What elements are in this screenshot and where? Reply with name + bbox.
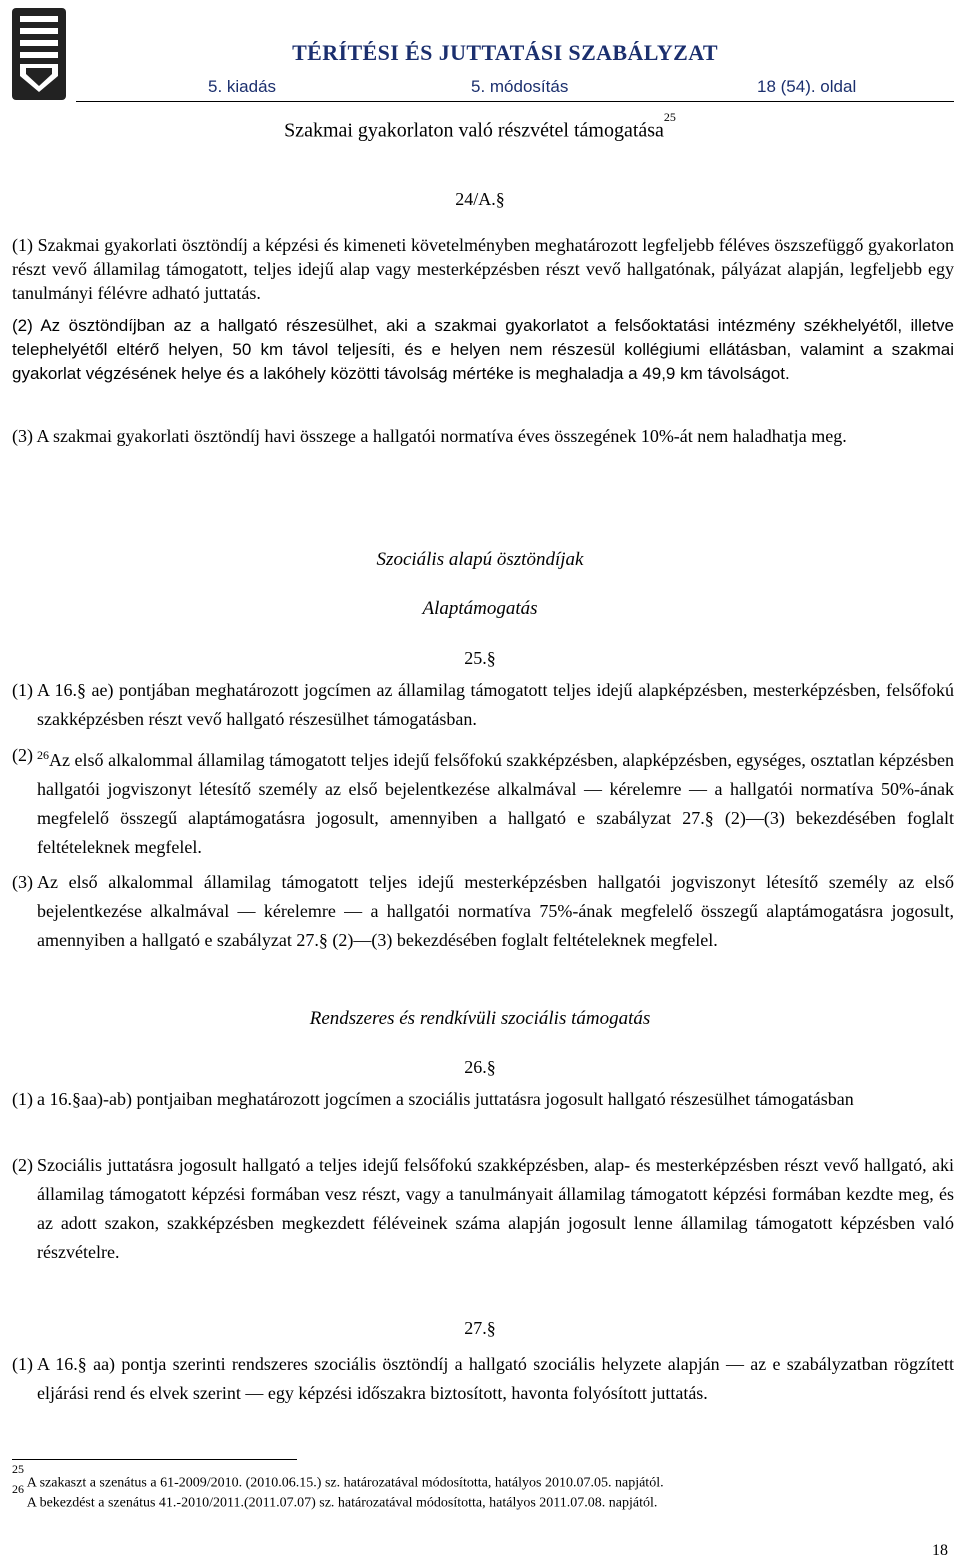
- item-text: Az első alkalommal államilag támogatott teljes idejű felsőfokú szakképzésben, alapképzésben, egységes, osztatlan képzésben hallgatói jogviszonyt létesítő személy az első bejelentkezése alkalmával — kérelemre — a hallgatói normatíva 50%-ának megfelelő összegű alaptámogatásra jogosult, amennyiben a hallgató e szabályzat 27.§ (2)—(3) bekezdésében foglalt feltételeknek megfelel.: [37, 750, 954, 857]
- document-title: TÉRÍTÉSI ÉS JUTTATÁSI SZABÁLYZAT: [292, 40, 718, 65]
- page-number: 18: [932, 1542, 948, 1559]
- list-item: [12, 1350, 954, 1408]
- footnote: $^{25}$ A szakaszt a szenátus a 61-2009/2010. (2010.06.15.) sz. határozatával módosította, hatályos 2010.07.05. napjától.: [12, 1462, 664, 1491]
- list-item: [12, 1085, 954, 1114]
- footnote-ref: 25: [663, 110, 676, 124]
- item-text: A 16.§ ae) pontjában meghatározott jogcímen az államilag támogatott teljes idejű alapképzésben, mesterképzésben, felsőfokú szakképzésben részt vevő hallgató részesülhet támogatásban.: [37, 680, 954, 729]
- item-label: (1): [12, 1089, 33, 1109]
- footnote: $^{26}$ A bekezdést a szenátus 41.-2010/2011.(2011.07.07) sz. határozatával módosította, hatályos 2011.07.08. napjától.: [12, 1482, 658, 1511]
- section-heading: Szociális alapú ösztöndíjak: [376, 549, 584, 570]
- paragraph-text: (2) Az ösztöndíjban az a hallgató részesülhet, aki a szakmai gyakorlatot a felsőoktatási intézmény székhelyétől, illetve telephelyétől eltérő helyen, 50 km távol teljesíti, és e helyen nem részesül kollégiumi ellátásban, valamint a szakmai gyakorlat végzésének helye és a lakóhely közötti távolság mértéke is meghaladja a 49,9 km távolságot.: [12, 316, 954, 383]
- paragraph-text: (1) Szakmai gyakorlati ösztöndíj a képzési és kimeneti követelményben meghatározott legfeljebb féléves öszszefüggő gyakorlaton részt vevő államilag támogatott, teljes idejű alap vagy mesterképzésben részt vevő hallgatónak, pályázat alapján, legfeljebb egy tanulmányi félévre adható juttatás.: [12, 235, 954, 303]
- paragraph-text: (3) A szakmai gyakorlati ösztöndíj havi összege a hallgatói normatíva éves összegének 10%-át nem haladhatja meg.: [12, 426, 847, 446]
- section-heading: Rendszeres és rendkívüli szociális támogatás: [309, 1008, 651, 1029]
- item-text: Szociális juttatásra jogosult hallgató a teljes idejű felsőfokú szakképzésben, alap- és mesterképzésben részt vevő hallgató, aki államilag támogatott képzési formában vesz részt, vagy a tanulmányait államilag támogatott képzési formában kezdte meg, és az adott szakon, szakképzésben megkezdett féléveinek száma alapján jogosult lenne államilag támogatott képzésben való részvételre.: [37, 1155, 954, 1262]
- footnote-ref: 26: [37, 748, 49, 762]
- subsection-heading: Alaptámogatás: [422, 598, 538, 619]
- edition-label: 5. kiadás: [208, 77, 277, 96]
- item-text: A 16.§ aa) pontja szerinti rendszeres szociális ösztöndíj a hallgató szociális helyzete alapján — az e szabályzatban rögzített eljárási rend és elvek szerint — egy képzési időszakra biztosított, havonta folyósított juttatás.: [37, 1354, 954, 1403]
- paragraph-number: 25.§: [464, 648, 496, 668]
- header-divider: [76, 101, 954, 102]
- item-text: a 16.§aa)-ab) pontjaiban meghatározott jogcímen a szociális juttatásra jogosult hallgató részesülhet támogatásban: [37, 1089, 854, 1109]
- item-label: (1): [12, 1354, 33, 1374]
- item-label: (2): [12, 745, 33, 765]
- item-label: (3): [12, 872, 33, 892]
- list-item: [12, 676, 954, 734]
- item-label: (2): [12, 1155, 33, 1175]
- paragraph-number: 24/A.§: [455, 189, 505, 209]
- modification-label: 5. módosítás: [471, 77, 569, 96]
- item-text: Az első alkalommal államilag támogatott teljes idejű mesterképzésben hallgatói jogviszonyt létesítő személy az első bejelentkezése alkalmával — kérelemre — a hallgatói normatíva 75%-ának megfelelő összegű alaptámogatásra jogosult, amennyiben a hallgató e szabályzat 27.§ (2)—(3) bekezdésében foglalt feltételeknek megfelel.: [37, 872, 954, 950]
- paragraph-number: 26.§: [464, 1057, 496, 1077]
- page-reference: 18 (54). oldal: [757, 77, 857, 96]
- section-heading: Szakmai gyakorlaton való részvétel támogatása$^{25}$: [284, 110, 676, 142]
- list-item: [12, 868, 954, 955]
- list-item: [12, 1151, 954, 1267]
- item-label: (1): [12, 680, 33, 700]
- paragraph-number: 27.§: [464, 1318, 496, 1338]
- list-item: [12, 741, 954, 862]
- footnote-divider: [12, 1459, 297, 1460]
